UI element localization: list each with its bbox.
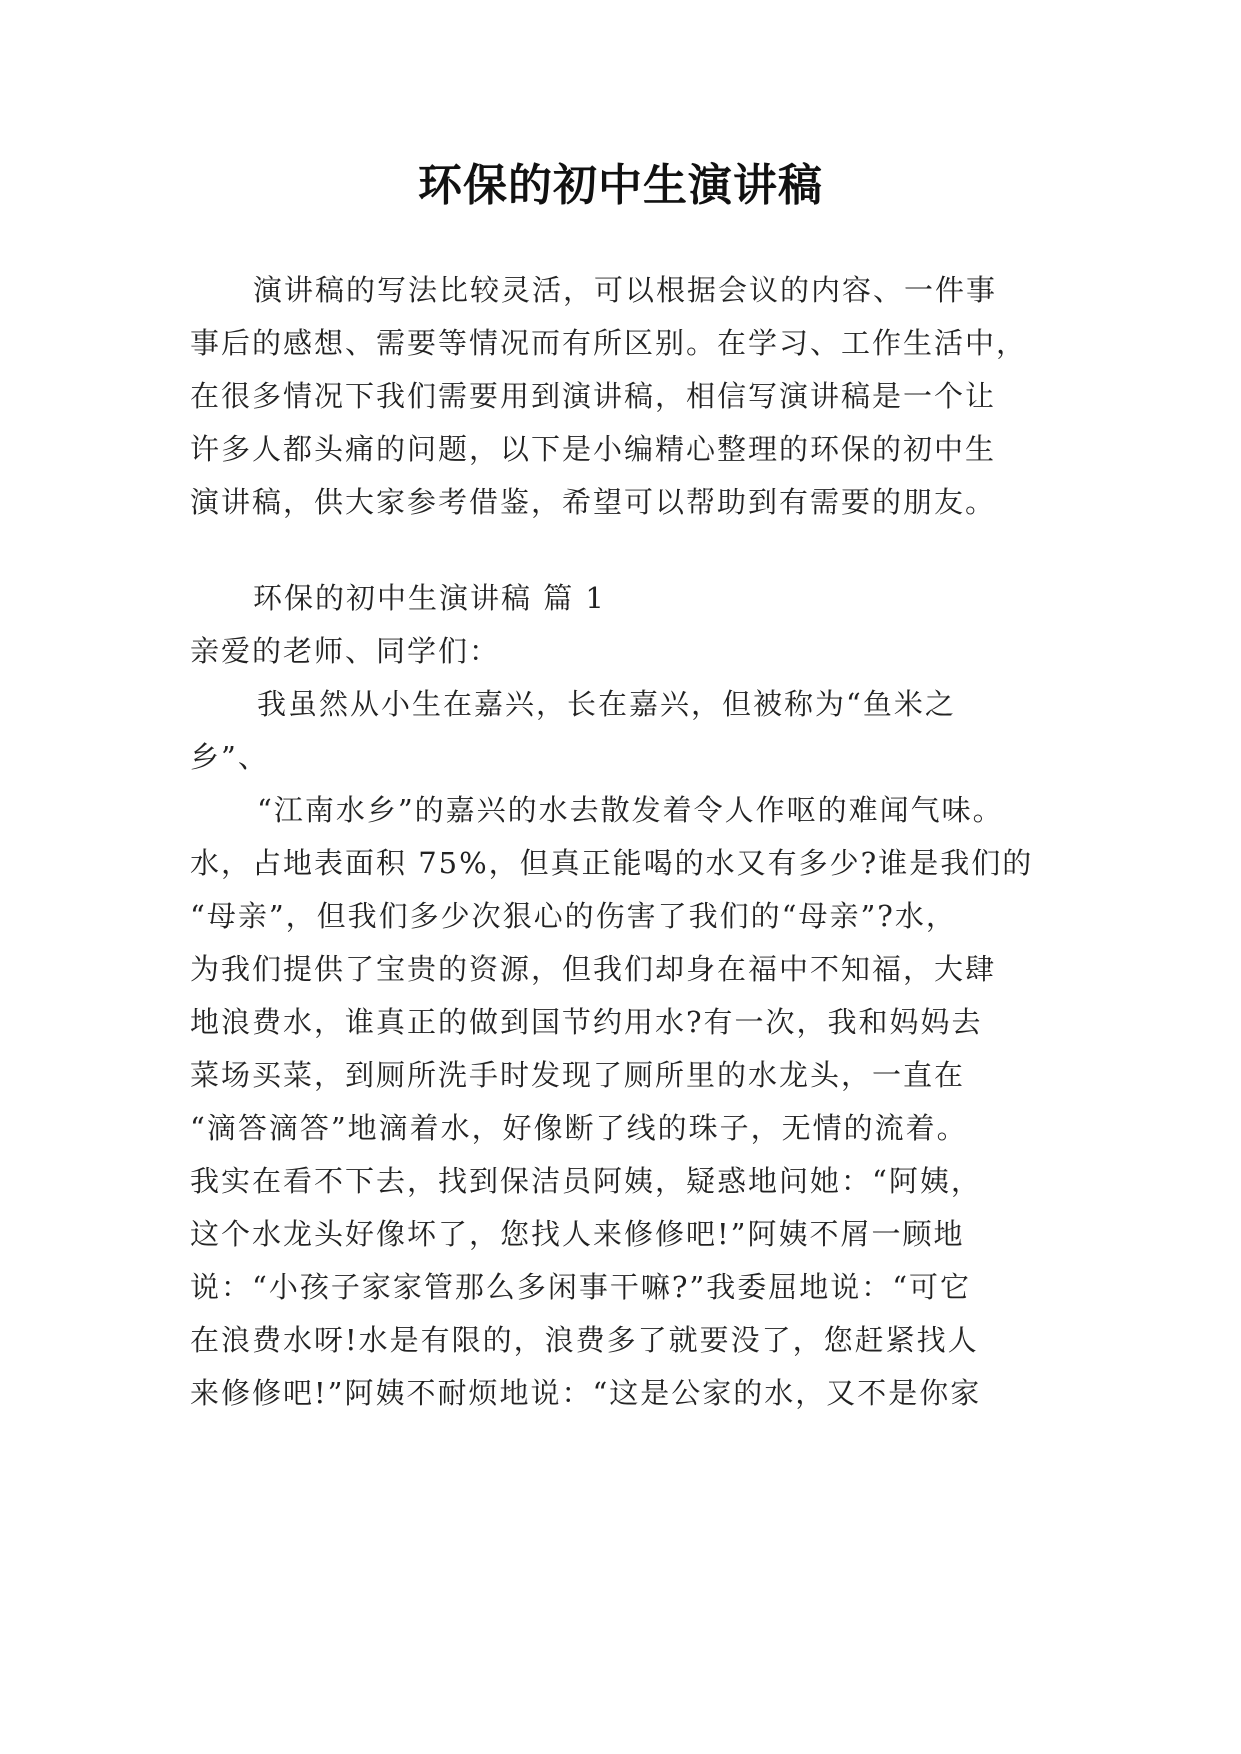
document-title: 环保的初中生演讲稿 [418,160,823,211]
body-line-3: “江南水乡”的嘉兴的水去散发着令人作呕的难闻气味。 [257,793,1004,827]
body-line-14: 来修修吧!”阿姨不耐烦地说：“这是公家的水，又不是你家 [190,1376,982,1410]
body-line-6: 为我们提供了宝贵的资源，但我们却身在福中不知福，大肆 [190,952,997,986]
intro-line-2: 事后的感想、需要等情况而有所区别。在学习、工作生活中， [190,326,1028,360]
body-line-4: 水，占地表面积 75%，但真正能喝的水又有多少?谁是我们的 [190,846,1034,880]
body-line-8: 菜场买菜，到厕所洗手时发现了厕所里的水龙头，一直在 [190,1058,966,1092]
body-line-11: 这个水龙头好像坏了，您找人来修修吧!”阿姨不屑一顾地 [190,1217,965,1251]
intro-line-5: 演讲稿，供大家参考借鉴，希望可以帮助到有需要的朋友。 [190,485,997,519]
body-line-2: 乡”、 [190,740,269,774]
body-line-9: “滴答滴答”地滴着水，好像断了线的珠子，无情的流着。 [190,1111,968,1145]
body-line-1: 我虽然从小生在嘉兴，长在嘉兴，但被称为“鱼米之 [257,687,956,721]
body-line-7: 地浪费水，谁真正的做到国节约用水?有一次，我和妈妈去 [190,1005,983,1039]
intro-line-4: 许多人都头痛的问题，以下是小编精心整理的环保的初中生 [190,432,997,466]
body-line-5: “母亲”，但我们多少次狠心的伤害了我们的“母亲”?水， [190,899,957,933]
body-line-13: 在浪费水呀!水是有限的，浪费多了就要没了，您赶紧找人 [190,1323,979,1357]
body-line-12: 说：“小孩子家家管那么多闲事干嘛?”我委屈地说：“可它 [190,1270,972,1304]
body-line-10: 我实在看不下去，找到保洁员阿姨，疑惑地问她：“阿姨， [190,1164,982,1198]
intro-line-1: 演讲稿的写法比较灵活，可以根据会议的内容、一件事 [253,273,998,307]
section-heading: 环保的初中生演讲稿 篇 1 [253,581,606,615]
salutation: 亲爱的老师、同学们： [190,634,501,668]
intro-line-3: 在很多情况下我们需要用到演讲稿，相信写演讲稿是一个让 [190,379,997,413]
